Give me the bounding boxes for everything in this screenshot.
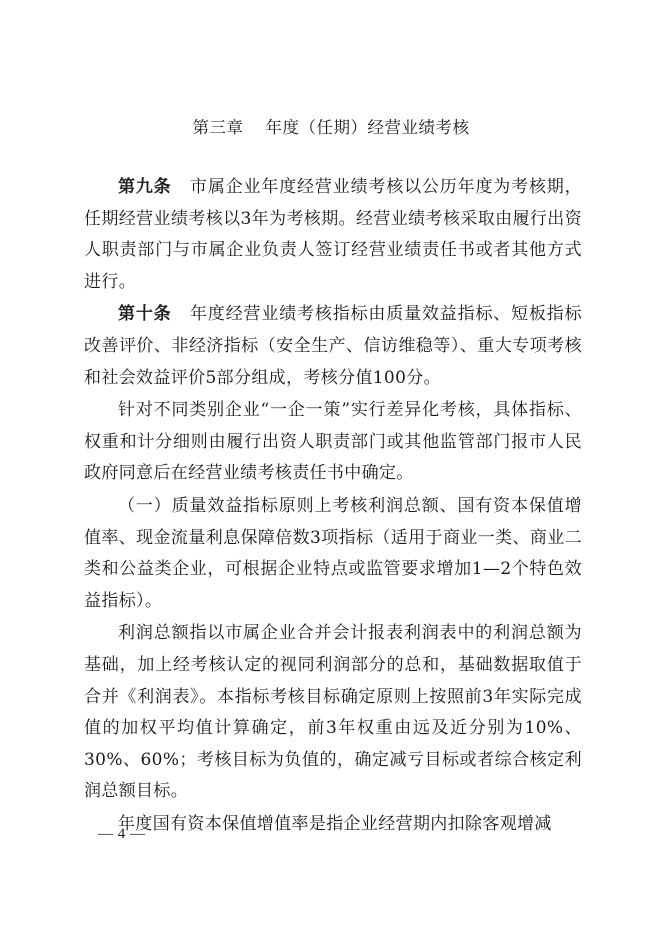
paragraph-article-9 (84, 172, 582, 298)
chapter-heading (0, 114, 662, 138)
paragraph: （一）质量效益指标原则上考核利润总额、国有资本保值增值率、现金流量利息保障倍数3项指标（适用于商业一类、商业二类和公益类企业，可根据企业特点或监管要求增加1—2个特色效益指标）。 (84, 495, 582, 611)
paragraph-text: 年度经营业绩考核指标由质量效益指标、短板指标改善评价、非经济指标（安全生产、信访维稳等）、重大专项考核和社会效益评价5部分组成，考核分值100分。 (84, 304, 582, 388)
chapter-number: 第三章 (192, 118, 244, 137)
paragraph: 年度国有资本保值增值率是指企业经营期内扣除客观增减 (118, 813, 552, 834)
chapter-title: 年度（任期）经营业绩考核 (265, 118, 470, 137)
page-number: — 4 — (98, 826, 146, 842)
body-text (84, 172, 582, 840)
paragraph-article-10 (84, 299, 582, 394)
paragraph: 针对不同类别企业“一企一策”实行差异化考核，具体指标、权重和计分细则由履行出资人职责部门或其他监管部门报市人民政府同意后在经营业绩考核责任书中确定。 (84, 400, 582, 484)
paragraph-text: 市属企业年度经营业绩考核以公历年度为考核期，任期经营业绩考核以3年为考核期。经营业绩考核采取由履行出资人职责部门与市属企业负责人签订经营业绩责任书或者其他方式进行。 (84, 177, 582, 292)
article-label: 第十条 (118, 304, 172, 325)
paragraph: 利润总额指以市属企业合并会计报表利润表中的利润总额为基础，加上经考核认定的视同利润部分的总和，基础数据取值于合并《利润表》。本指标考核目标确定原则上按照前3年实际完成值的加权平均值计算确定，前3年权重由远及近分别为10%、30%、60%；考核目标为负值的，确定减亏目标或者综合核定利润总额目标。 (84, 623, 582, 802)
article-label: 第九条 (118, 177, 172, 197)
